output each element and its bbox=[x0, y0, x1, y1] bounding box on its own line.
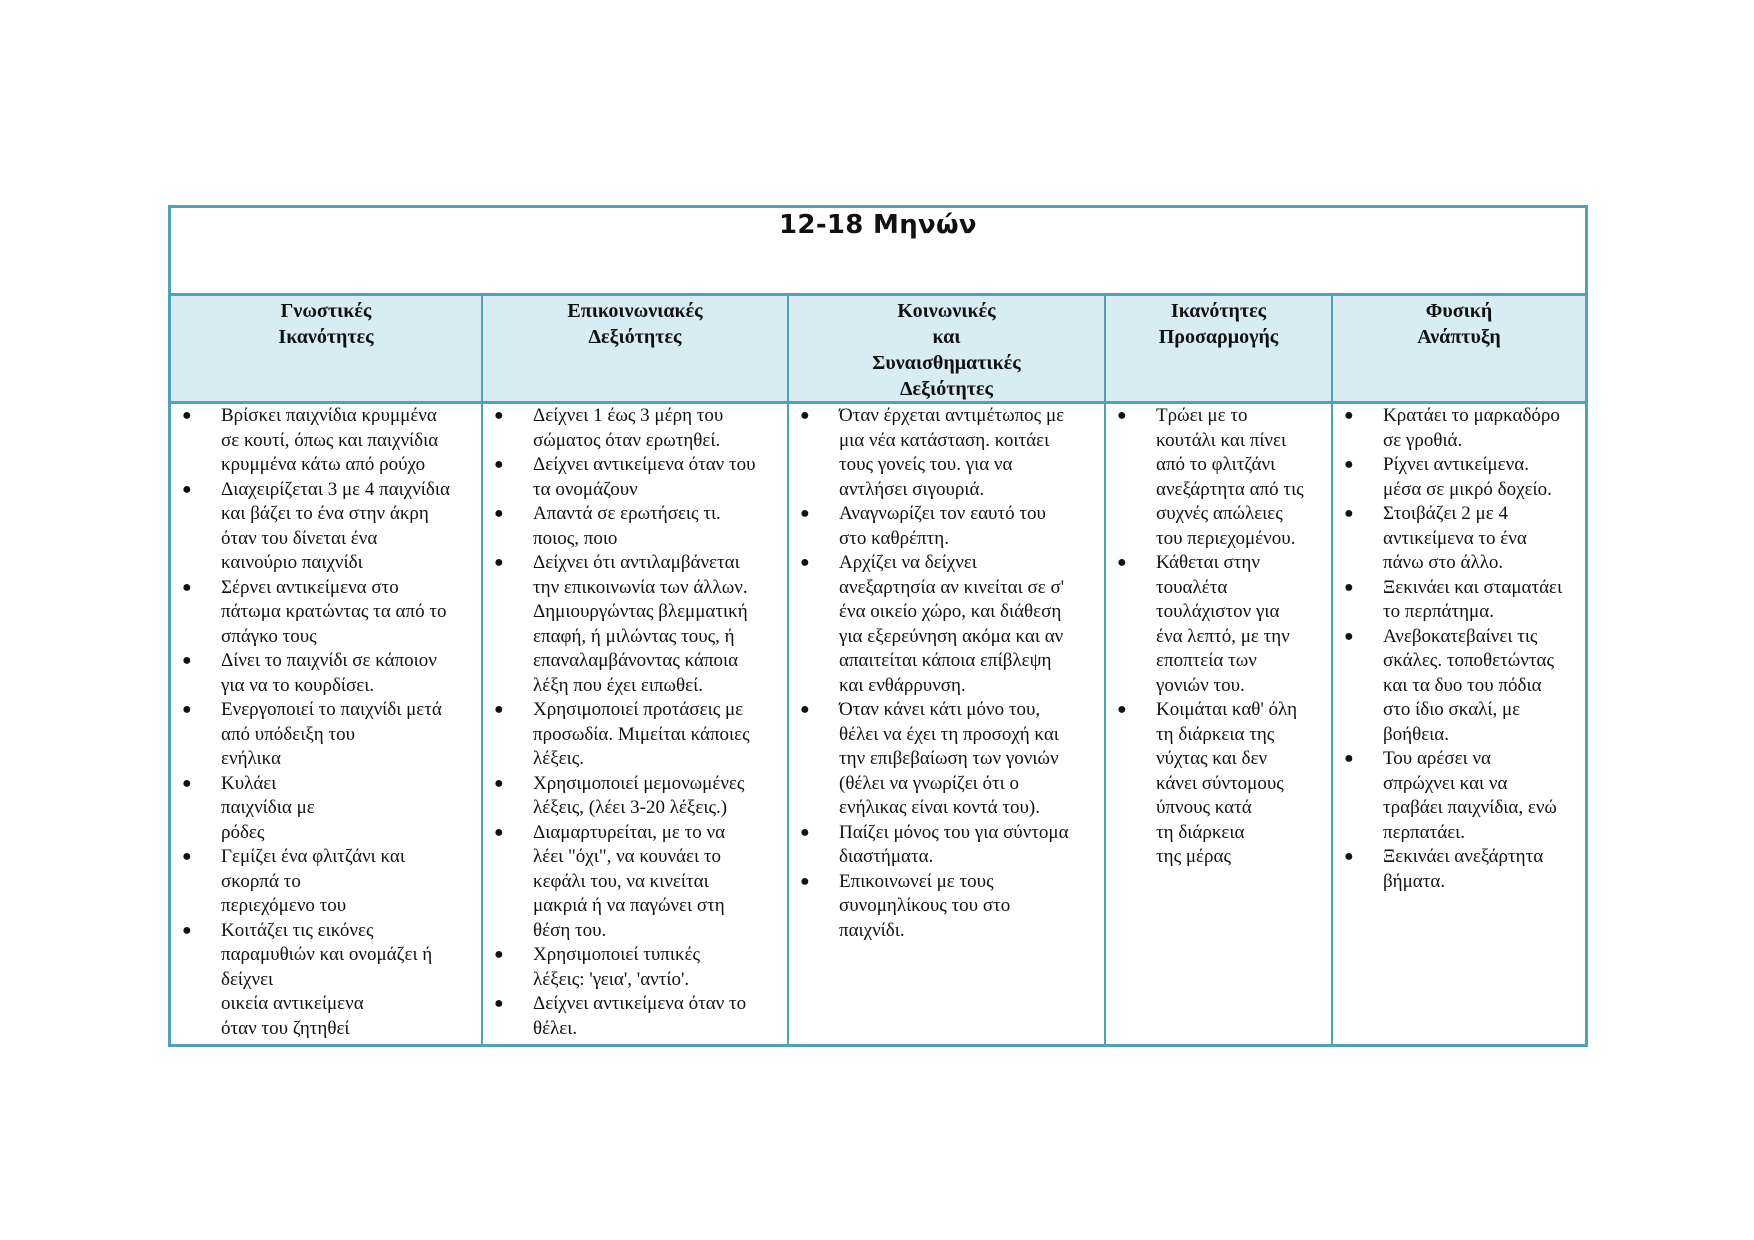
list-item-text: Δημιουργώντας βλεμματική bbox=[533, 601, 748, 622]
bullet-icon: ● bbox=[182, 774, 192, 792]
list-item-text: τη διάρκεια bbox=[1156, 821, 1245, 843]
list-item bbox=[789, 870, 1098, 944]
list-item-text: θέση του. bbox=[533, 919, 607, 941]
bullet-icon: ● bbox=[1117, 701, 1127, 718]
bullet-icon: ● bbox=[800, 701, 810, 718]
list-item-text: ενήλικα bbox=[221, 748, 281, 769]
bullet-list bbox=[1333, 404, 1579, 894]
list-item-text: αντλήσει σιγουριά. bbox=[839, 478, 985, 500]
column-header bbox=[789, 296, 1104, 404]
list-item-text: Δείχνει 1 έως 3 μέρη του bbox=[533, 405, 724, 426]
column-communication bbox=[483, 296, 789, 1044]
list-item-text: μέσα σε μικρό δοχείο. bbox=[1383, 478, 1552, 500]
list-item bbox=[1333, 576, 1579, 625]
list-item-text: τη διάρκεια της bbox=[1156, 723, 1275, 745]
list-item-text: νύχτας και δεν bbox=[1156, 748, 1268, 769]
bullet-list bbox=[171, 404, 475, 1041]
list-item-text: απαιτείται κάποια επίβλεψη bbox=[839, 650, 1052, 671]
list-item bbox=[789, 821, 1098, 870]
list-item-text: πάτωμα κρατώντας τα από το bbox=[221, 601, 447, 622]
list-item bbox=[483, 821, 781, 944]
list-item-text: λέξεις. bbox=[533, 748, 585, 769]
list-item-text: Επικοινωνεί με τους bbox=[839, 870, 994, 892]
list-item-text: προσωδία. Μιμείται κάποιες bbox=[533, 723, 750, 745]
bullet-icon: ● bbox=[182, 578, 192, 596]
list-item bbox=[171, 649, 475, 698]
column-header-line: Δεξιότητες bbox=[588, 326, 682, 348]
list-item-text: Γεμίζει ένα φλιτζάνι και bbox=[221, 846, 405, 867]
list-item bbox=[789, 502, 1098, 551]
bullet-icon: ● bbox=[494, 995, 504, 1012]
list-item-text: Δίνει το παιχνίδι σε κάποιον bbox=[221, 650, 437, 671]
list-item-text: θέλει να έχει τη προσοχή και bbox=[839, 723, 1059, 745]
list-item-text: για εξερεύνηση ακόμα και αν bbox=[839, 625, 1064, 647]
list-item bbox=[171, 478, 475, 576]
column-body bbox=[1106, 404, 1331, 1044]
bullet-icon: ● bbox=[494, 946, 504, 963]
list-item bbox=[1333, 625, 1579, 748]
list-item-text: Χρησιμοποιεί προτάσεις με bbox=[533, 699, 744, 720]
bullet-icon: ● bbox=[800, 554, 810, 571]
list-item bbox=[483, 404, 781, 453]
column-social-emotional bbox=[789, 296, 1106, 1044]
column-header-line: Ανάπτυξη bbox=[1417, 326, 1501, 348]
bullet-icon: ● bbox=[1117, 407, 1127, 424]
list-item-text: του περιεχομένου. bbox=[1156, 527, 1296, 549]
list-item-text: Χρησιμοποιεί τυπικές bbox=[533, 944, 701, 965]
list-item-text: στο καθρέπτη. bbox=[839, 527, 949, 549]
list-item bbox=[483, 551, 781, 698]
list-item-text: Όταν έρχεται αντιμέτωπος με bbox=[839, 405, 1065, 426]
list-item-text: εποπτεία των bbox=[1156, 650, 1257, 671]
bullet-icon: ● bbox=[1344, 505, 1354, 522]
column-header-line: Ικανότητες bbox=[1170, 300, 1267, 322]
list-item bbox=[789, 551, 1098, 698]
list-item-text: ένα οικείο χώρο, και διάθεση bbox=[839, 601, 1062, 622]
list-item-text: κεφάλι του, να κινείται bbox=[533, 870, 709, 892]
list-item-text: Δείχνει ότι αντιλαμβάνεται bbox=[533, 552, 740, 573]
list-item bbox=[171, 404, 475, 478]
list-item-text: Ενεργοποιεί το παιχνίδι μετά bbox=[221, 699, 442, 720]
list-item-text: σκάλες. τοποθετώντας bbox=[1383, 650, 1554, 671]
bullet-icon: ● bbox=[494, 701, 504, 718]
bullet-icon: ● bbox=[1344, 848, 1354, 865]
columns-row bbox=[171, 296, 1585, 1044]
list-item-text: κάνει σύντομους bbox=[1156, 772, 1284, 794]
list-item-text: λέξεις: 'γεια', 'αντίο'. bbox=[533, 968, 690, 990]
bullet-icon: ● bbox=[1344, 578, 1354, 596]
list-item-text: την επικοινωνία των άλλων. bbox=[533, 576, 748, 598]
bullet-icon: ● bbox=[494, 774, 504, 792]
list-item bbox=[789, 404, 1098, 502]
list-item-text: βοήθεια. bbox=[1383, 723, 1449, 745]
list-item-text: διαστήματα. bbox=[839, 846, 934, 867]
list-item-text: Κυλάει bbox=[221, 772, 277, 794]
list-item bbox=[789, 698, 1098, 821]
list-item-text: (θέλει να γνωρίζει ότι ο bbox=[839, 772, 1020, 794]
bullet-icon: ● bbox=[800, 872, 810, 890]
list-item-text: λέει "όχι", να κουνάει το bbox=[533, 846, 721, 867]
list-item bbox=[1106, 551, 1325, 698]
list-item-text: πάνω στο άλλο. bbox=[1383, 552, 1504, 573]
list-item-text: επαφή, ή μιλώντας τους, ή bbox=[533, 625, 735, 647]
list-item-text: Κάθεται στην bbox=[1156, 552, 1260, 573]
list-item-text: Διαμαρτυρείται, με το να bbox=[533, 821, 726, 843]
list-item-text: επαναλαμβάνοντας κάποια bbox=[533, 650, 739, 671]
list-item-text: Ρίχνει αντικείμενα. bbox=[1383, 454, 1529, 475]
list-item-text: συχνές απώλειες bbox=[1156, 503, 1283, 524]
bullet-list bbox=[1106, 404, 1325, 870]
list-item-text: τους γονείς του. για να bbox=[839, 454, 1013, 475]
bullet-icon: ● bbox=[1344, 456, 1354, 473]
list-item bbox=[1106, 698, 1325, 870]
list-item-text: Ξεκινάει και σταματάει bbox=[1383, 576, 1563, 598]
bullet-icon: ● bbox=[1344, 750, 1354, 767]
list-item-text: Απαντά σε ερωτήσεις τι. bbox=[533, 503, 721, 524]
bullet-icon: ● bbox=[182, 701, 192, 718]
list-item-text: σε κουτί, όπως και παιχνίδια bbox=[221, 429, 439, 451]
page-title: 12-18 Μηνών bbox=[779, 210, 977, 240]
list-item-text: ανεξαρτησία αν κινείται σε σ' bbox=[839, 576, 1065, 598]
column-body bbox=[171, 404, 481, 1044]
list-item-text: και τα δυο του πόδια bbox=[1383, 674, 1542, 696]
column-header bbox=[1333, 296, 1585, 404]
list-item bbox=[483, 772, 781, 821]
bullet-icon: ● bbox=[182, 407, 192, 424]
bullet-icon: ● bbox=[1344, 407, 1354, 424]
list-item-text: περπατάει. bbox=[1383, 821, 1466, 843]
list-item-text: και ενθάρρυνση. bbox=[839, 674, 966, 696]
bullet-icon: ● bbox=[494, 554, 504, 571]
bullet-icon: ● bbox=[800, 407, 810, 424]
list-item-text: Του αρέσει να bbox=[1383, 748, 1491, 769]
column-header-line: Προσαρμογής bbox=[1158, 326, 1279, 348]
list-item-text: ανεξάρτητα από τις bbox=[1156, 478, 1304, 500]
list-item bbox=[171, 772, 475, 846]
list-item-text: Αρχίζει να δείχνει bbox=[839, 552, 977, 573]
list-item bbox=[171, 698, 475, 772]
bullet-icon: ● bbox=[182, 848, 192, 865]
list-item-text: το περπάτημα. bbox=[1383, 601, 1494, 622]
list-item-text: σπάγκο τους bbox=[221, 625, 317, 647]
title-row bbox=[171, 208, 1585, 296]
list-item bbox=[171, 576, 475, 650]
list-item-text: καινούριο παιχνίδι bbox=[221, 552, 363, 573]
column-header-line: Συναισθηματικές bbox=[872, 352, 1021, 374]
list-item-text: περιεχόμενο του bbox=[221, 895, 347, 916]
list-item-text: κουτάλι και πίνει bbox=[1156, 429, 1287, 451]
list-item-text: σπρώχνει και να bbox=[1383, 772, 1508, 794]
column-body bbox=[1333, 404, 1585, 1044]
list-item-text: συνομηλίκους του στο bbox=[839, 895, 1011, 916]
bullet-icon: ● bbox=[494, 505, 504, 522]
list-item bbox=[171, 919, 475, 1042]
list-item-text: τουλάχιστον για bbox=[1156, 601, 1280, 622]
list-item-text: ύπνους κατά bbox=[1156, 797, 1252, 818]
list-item-text: Κοιμάται καθ' όλη bbox=[1156, 699, 1298, 720]
list-item-text: παιχνίδι. bbox=[839, 919, 905, 941]
bullet-icon: ● bbox=[182, 921, 192, 939]
bullet-icon: ● bbox=[1117, 554, 1127, 571]
list-item-text: Κρατάει το μαρκαδόρο bbox=[1383, 405, 1560, 426]
bullet-icon: ● bbox=[1344, 627, 1354, 645]
list-item-text: Στοιβάζει 2 με 4 bbox=[1383, 503, 1508, 524]
list-item bbox=[171, 845, 475, 919]
bullet-list bbox=[789, 404, 1098, 943]
bullet-icon: ● bbox=[182, 652, 192, 669]
list-item-text: την επιβεβαίωση των γονιών bbox=[839, 748, 1059, 769]
list-item-text: Χρησιμοποιεί μεμονωμένες bbox=[533, 772, 745, 794]
column-header bbox=[483, 296, 787, 404]
list-item-text: σώματος όταν ερωτηθεί. bbox=[533, 429, 721, 451]
list-item-text: από το φλιτζάνι bbox=[1156, 454, 1276, 475]
list-item-text: Ανεβοκατεβαίνει τις bbox=[1383, 625, 1538, 647]
list-item-text: βήματα. bbox=[1383, 870, 1446, 892]
list-item-text: παιχνίδια με bbox=[221, 797, 315, 818]
list-item-text: και βάζει το ένα στην άκρη bbox=[221, 503, 429, 524]
bullet-list bbox=[483, 404, 781, 1041]
list-item-text: ένα λεπτό, με την bbox=[1156, 625, 1290, 647]
column-header bbox=[1106, 296, 1331, 404]
list-item-text: λέξη που έχει ειπωθεί. bbox=[533, 674, 703, 696]
column-header-line: Ικανότητες bbox=[278, 326, 374, 348]
list-item-text: Διαχειρίζεται 3 με 4 παιχνίδια bbox=[221, 478, 450, 500]
list-item-text: όταν του ζητηθεί bbox=[221, 1017, 350, 1039]
list-item bbox=[483, 992, 781, 1041]
list-item-text: ποιος, ποιο bbox=[533, 527, 618, 549]
list-item bbox=[483, 453, 781, 502]
list-item bbox=[1333, 502, 1579, 576]
list-item bbox=[483, 943, 781, 992]
column-header-line: Φυσική bbox=[1425, 300, 1493, 322]
list-item-text: Σέρνει αντικείμενα στο bbox=[221, 576, 399, 598]
bullet-icon: ● bbox=[494, 823, 504, 841]
column-physical bbox=[1333, 296, 1585, 1044]
column-header bbox=[171, 296, 481, 404]
list-item-text: της μέρας bbox=[1156, 846, 1231, 867]
list-item-text: λέξεις, (λέει 3-20 λέξεις.) bbox=[533, 797, 728, 818]
list-item-text: Ξεκινάει ανεξάρτητα bbox=[1383, 846, 1544, 867]
bullet-icon: ● bbox=[800, 823, 810, 841]
list-item-text: οικεία αντικείμενα bbox=[221, 993, 364, 1014]
list-item-text: Δείχνει αντικείμενα όταν του bbox=[533, 454, 756, 475]
list-item-text: θέλει. bbox=[533, 1017, 578, 1039]
bullet-icon: ● bbox=[494, 407, 504, 424]
list-item-text: μακριά ή να παγώνει στη bbox=[533, 895, 725, 916]
list-item bbox=[1333, 747, 1579, 845]
list-item-text: στο ίδιο σκαλί, με bbox=[1383, 699, 1521, 720]
list-item bbox=[1333, 845, 1579, 894]
list-item-text: Βρίσκει παιχνίδια κρυμμένα bbox=[221, 405, 437, 426]
column-cognitive bbox=[171, 296, 483, 1044]
list-item-text: ενήλικας είναι κοντά του). bbox=[839, 797, 1040, 818]
list-item-text: Αναγνωρίζει τον εαυτό του bbox=[839, 503, 1046, 524]
list-item bbox=[1333, 453, 1579, 502]
column-body bbox=[483, 404, 787, 1044]
list-item-text: σε γροθιά. bbox=[1383, 429, 1463, 451]
list-item-text: τραβάει παιχνίδια, ενώ bbox=[1383, 797, 1557, 818]
list-item-text: κρυμμένα κάτω από ρούχο bbox=[221, 454, 426, 475]
list-item-text: για να το κουρδίσει. bbox=[221, 674, 375, 696]
list-item-text: αντικείμενα το ένα bbox=[1383, 527, 1527, 549]
list-item-text: Παίζει μόνος του για σύντομα bbox=[839, 821, 1069, 843]
column-header-line: Δεξιότητες bbox=[900, 378, 993, 400]
list-item-text: όταν του δίνεται ένα bbox=[221, 527, 378, 549]
column-adaptive bbox=[1106, 296, 1333, 1044]
list-item-text: Κοιτάζει τις εικόνες bbox=[221, 919, 374, 941]
milestones-table bbox=[168, 205, 1588, 1047]
bullet-icon: ● bbox=[182, 480, 192, 498]
list-item-text: δείχνει bbox=[221, 968, 274, 990]
list-item-text: από υπόδειξη του bbox=[221, 723, 356, 745]
column-header-line: και bbox=[932, 326, 961, 348]
list-item-text: παραμυθιών και ονομάζει ή bbox=[221, 944, 433, 965]
column-header-line: Κοινωνικές bbox=[897, 300, 996, 322]
list-item-text: σκορπά το bbox=[221, 870, 301, 892]
column-header-line: Γνωστικές bbox=[280, 300, 372, 322]
list-item-text: ρόδες bbox=[221, 821, 265, 843]
column-header-line: Επικοινωνιακές bbox=[567, 300, 703, 322]
list-item bbox=[483, 502, 781, 551]
list-item bbox=[483, 698, 781, 772]
list-item-text: γονιών του. bbox=[1156, 674, 1245, 696]
column-body bbox=[789, 404, 1104, 1044]
list-item-text: τουαλέτα bbox=[1156, 576, 1228, 598]
list-item bbox=[1333, 404, 1579, 453]
bullet-icon: ● bbox=[494, 456, 504, 473]
bullet-icon: ● bbox=[800, 505, 810, 522]
list-item-text: Δείχνει αντικείμενα όταν το bbox=[533, 993, 747, 1014]
list-item-text: Τρώει με το bbox=[1156, 405, 1248, 426]
list-item-text: Όταν κάνει κάτι μόνο του, bbox=[839, 699, 1041, 720]
list-item-text: μια νέα κατάσταση. κοιτάει bbox=[839, 429, 1050, 451]
list-item-text: τα ονομάζουν bbox=[533, 478, 638, 500]
list-item bbox=[1106, 404, 1325, 551]
